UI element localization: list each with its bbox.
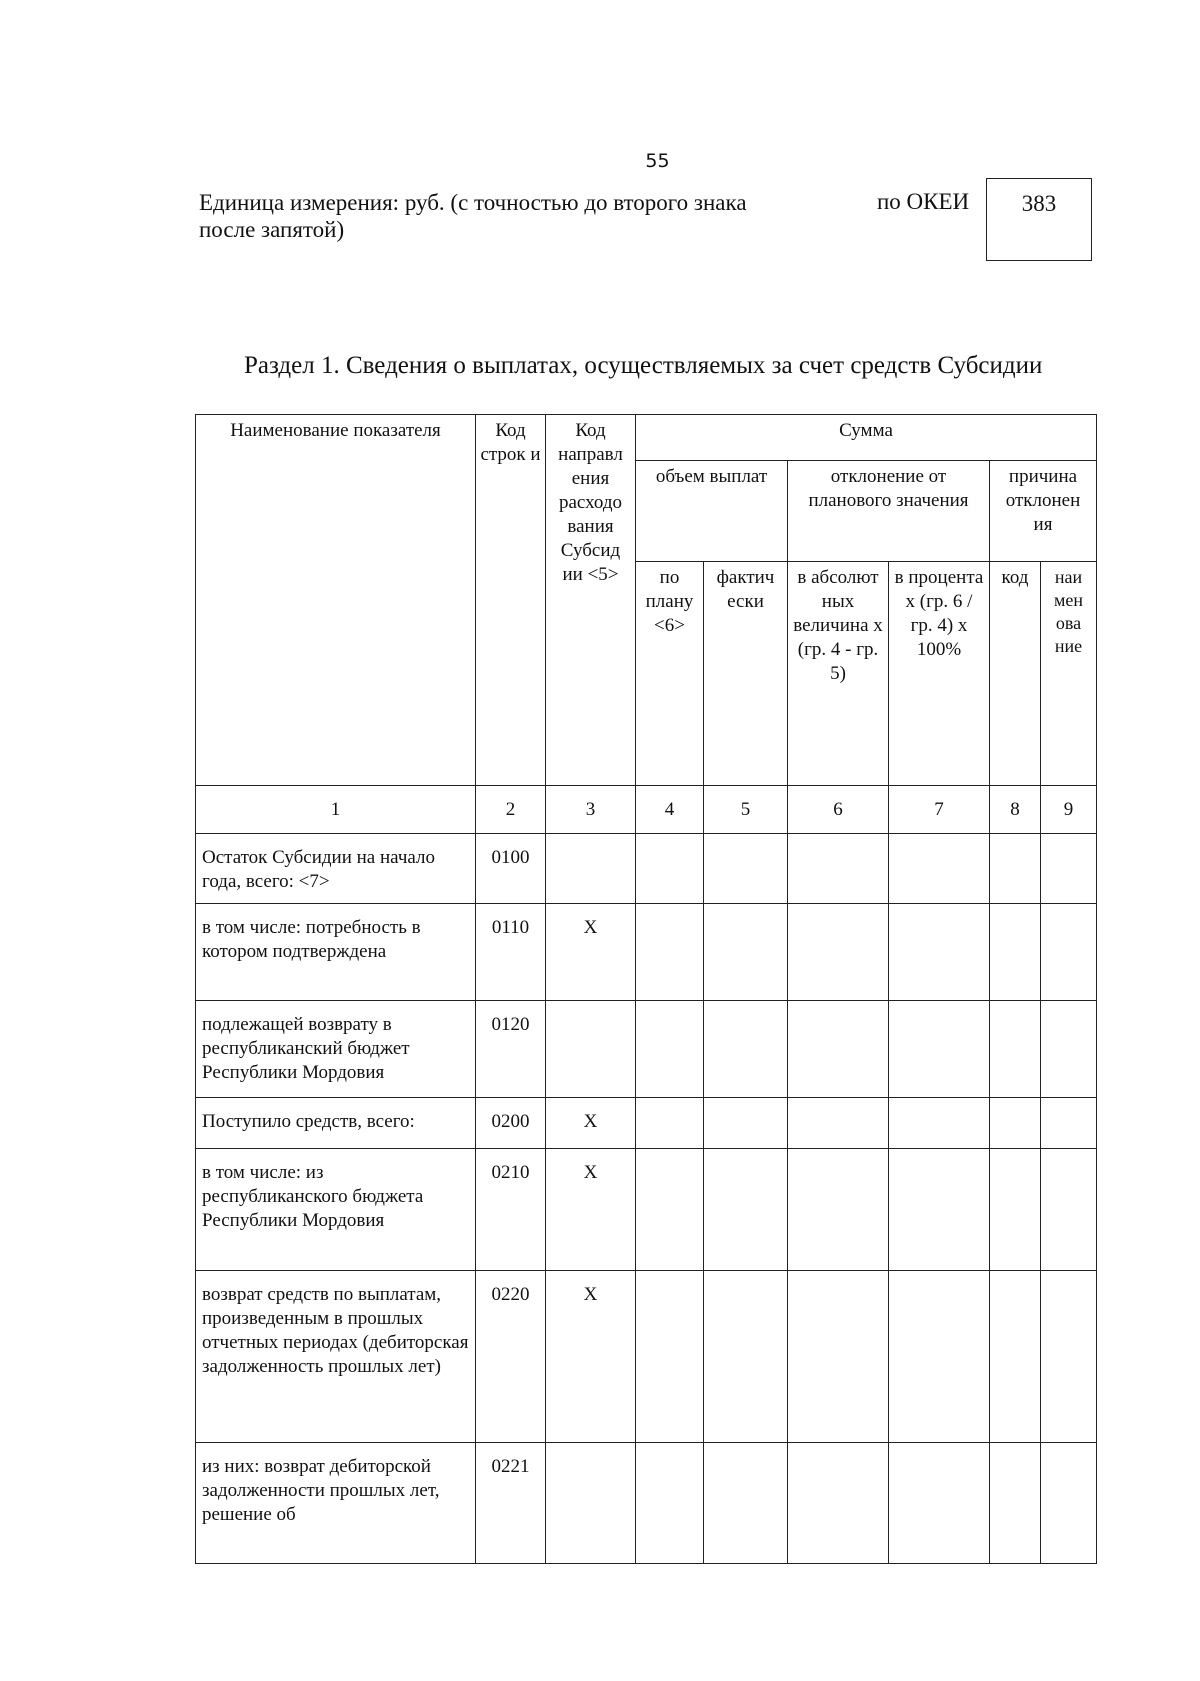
value-cell	[1041, 904, 1097, 1001]
row-name: подлежащей возврату в республиканский бюджет Республики Мордовия	[196, 1001, 476, 1098]
value-cell	[788, 834, 889, 904]
unit-line-1: Единица измерения: руб. (с точностью до второго знака	[199, 190, 747, 215]
header-sum: Сумма	[636, 415, 1097, 461]
column-number: 7	[889, 786, 990, 834]
row-direction: X	[546, 1149, 636, 1271]
column-number: 2	[476, 786, 546, 834]
value-cell	[1041, 1001, 1097, 1098]
value-cell	[889, 834, 990, 904]
value-cell	[990, 834, 1041, 904]
row-code: 0220	[476, 1271, 546, 1443]
value-cell	[636, 1443, 704, 1564]
row-name: Остаток Субсидии на начало года, всего: <7>	[196, 834, 476, 904]
header-reason: причина отклонен ия	[990, 461, 1097, 561]
header-deviation: отклонение от планового значения	[788, 461, 990, 561]
value-cell	[636, 834, 704, 904]
header-payments-volume: объем выплат	[636, 461, 788, 561]
header-row-code: Код строк и	[476, 415, 546, 786]
unit-of-measure	[199, 189, 839, 243]
value-cell	[788, 1001, 889, 1098]
value-cell	[1041, 1271, 1097, 1443]
section-title: Раздел 1. Сведения о выплатах, осуществляемых за счет средств Субсидии	[244, 352, 1043, 379]
row-direction	[546, 1001, 636, 1098]
column-number: 3	[546, 786, 636, 834]
header-percent: в процента х (гр. 6 / гр. 4) x 100%	[889, 561, 990, 785]
value-cell	[889, 1443, 990, 1564]
value-cell	[636, 1098, 704, 1149]
value-cell	[788, 904, 889, 1001]
table-row	[196, 1001, 1097, 1098]
value-cell	[636, 904, 704, 1001]
row-name: из них: возврат дебиторской задолженности прошлых лет, решение об	[196, 1443, 476, 1564]
header-direction-code: Код направл ения расходо вания Субсид ии <5>	[546, 415, 636, 786]
table-row	[196, 1443, 1097, 1564]
value-cell	[1041, 1098, 1097, 1149]
value-cell	[788, 1271, 889, 1443]
value-cell	[889, 904, 990, 1001]
value-cell	[990, 1001, 1041, 1098]
value-cell	[990, 1443, 1041, 1564]
table-row	[196, 1149, 1097, 1271]
header-reason-name: наи мен ова ние	[1041, 561, 1097, 785]
row-name: возврат средств по выплатам, произведенным в прошлых отчетных периодах (дебиторская задолженность прошлых лет)	[196, 1271, 476, 1443]
value-cell	[704, 1098, 788, 1149]
value-cell	[704, 1149, 788, 1271]
value-cell	[889, 1001, 990, 1098]
value-cell	[1041, 834, 1097, 904]
value-cell	[636, 1271, 704, 1443]
payments-table	[195, 414, 1097, 1564]
row-direction: X	[546, 1271, 636, 1443]
value-cell	[1041, 1443, 1097, 1564]
value-cell	[1041, 1149, 1097, 1271]
unit-line-2: после запятой)	[199, 217, 345, 242]
row-direction	[546, 834, 636, 904]
value-cell	[636, 1149, 704, 1271]
row-direction: X	[546, 1098, 636, 1149]
okei-label: по ОКЕИ	[877, 189, 970, 214]
table-row	[196, 904, 1097, 1001]
page-number: 55	[645, 150, 670, 172]
row-code: 0110	[476, 904, 546, 1001]
column-number: 6	[788, 786, 889, 834]
row-code: 0200	[476, 1098, 546, 1149]
value-cell	[704, 1443, 788, 1564]
column-number: 5	[704, 786, 788, 834]
row-name: Поступило средств, всего:	[196, 1098, 476, 1149]
table-row	[196, 834, 1097, 904]
value-cell	[990, 1271, 1041, 1443]
okei-code-box: 383	[986, 178, 1092, 261]
row-direction: X	[546, 904, 636, 1001]
value-cell	[788, 1443, 889, 1564]
table-row	[196, 1271, 1097, 1443]
value-cell	[889, 1098, 990, 1149]
header-actual: фактич ески	[704, 561, 788, 785]
value-cell	[788, 1098, 889, 1149]
column-number: 8	[990, 786, 1041, 834]
header-reason-code: код	[990, 561, 1041, 785]
row-name: в том числе: потребность в котором подтверждена	[196, 904, 476, 1001]
column-number: 9	[1041, 786, 1097, 834]
column-numbers-row	[196, 786, 1097, 834]
row-code: 0210	[476, 1149, 546, 1271]
value-cell	[990, 1149, 1041, 1271]
value-cell	[704, 1001, 788, 1098]
row-code: 0100	[476, 834, 546, 904]
row-direction	[546, 1443, 636, 1564]
column-number: 1	[196, 786, 476, 834]
row-code: 0221	[476, 1443, 546, 1564]
value-cell	[704, 1271, 788, 1443]
row-name: в том числе: из республиканского бюджета Республики Мордовия	[196, 1149, 476, 1271]
value-cell	[889, 1149, 990, 1271]
table-row	[196, 1098, 1097, 1149]
header-indicator-name: Наименование показателя	[196, 415, 476, 786]
value-cell	[636, 1001, 704, 1098]
value-cell	[889, 1271, 990, 1443]
header-by-plan: по плану <6>	[636, 561, 704, 785]
column-number: 4	[636, 786, 704, 834]
value-cell	[704, 904, 788, 1001]
value-cell	[990, 1098, 1041, 1149]
value-cell	[788, 1149, 889, 1271]
row-code: 0120	[476, 1001, 546, 1098]
header-absolute: в абсолют ных величина х (гр. 4 - гр. 5)	[788, 561, 889, 785]
value-cell	[990, 904, 1041, 1001]
value-cell	[704, 834, 788, 904]
